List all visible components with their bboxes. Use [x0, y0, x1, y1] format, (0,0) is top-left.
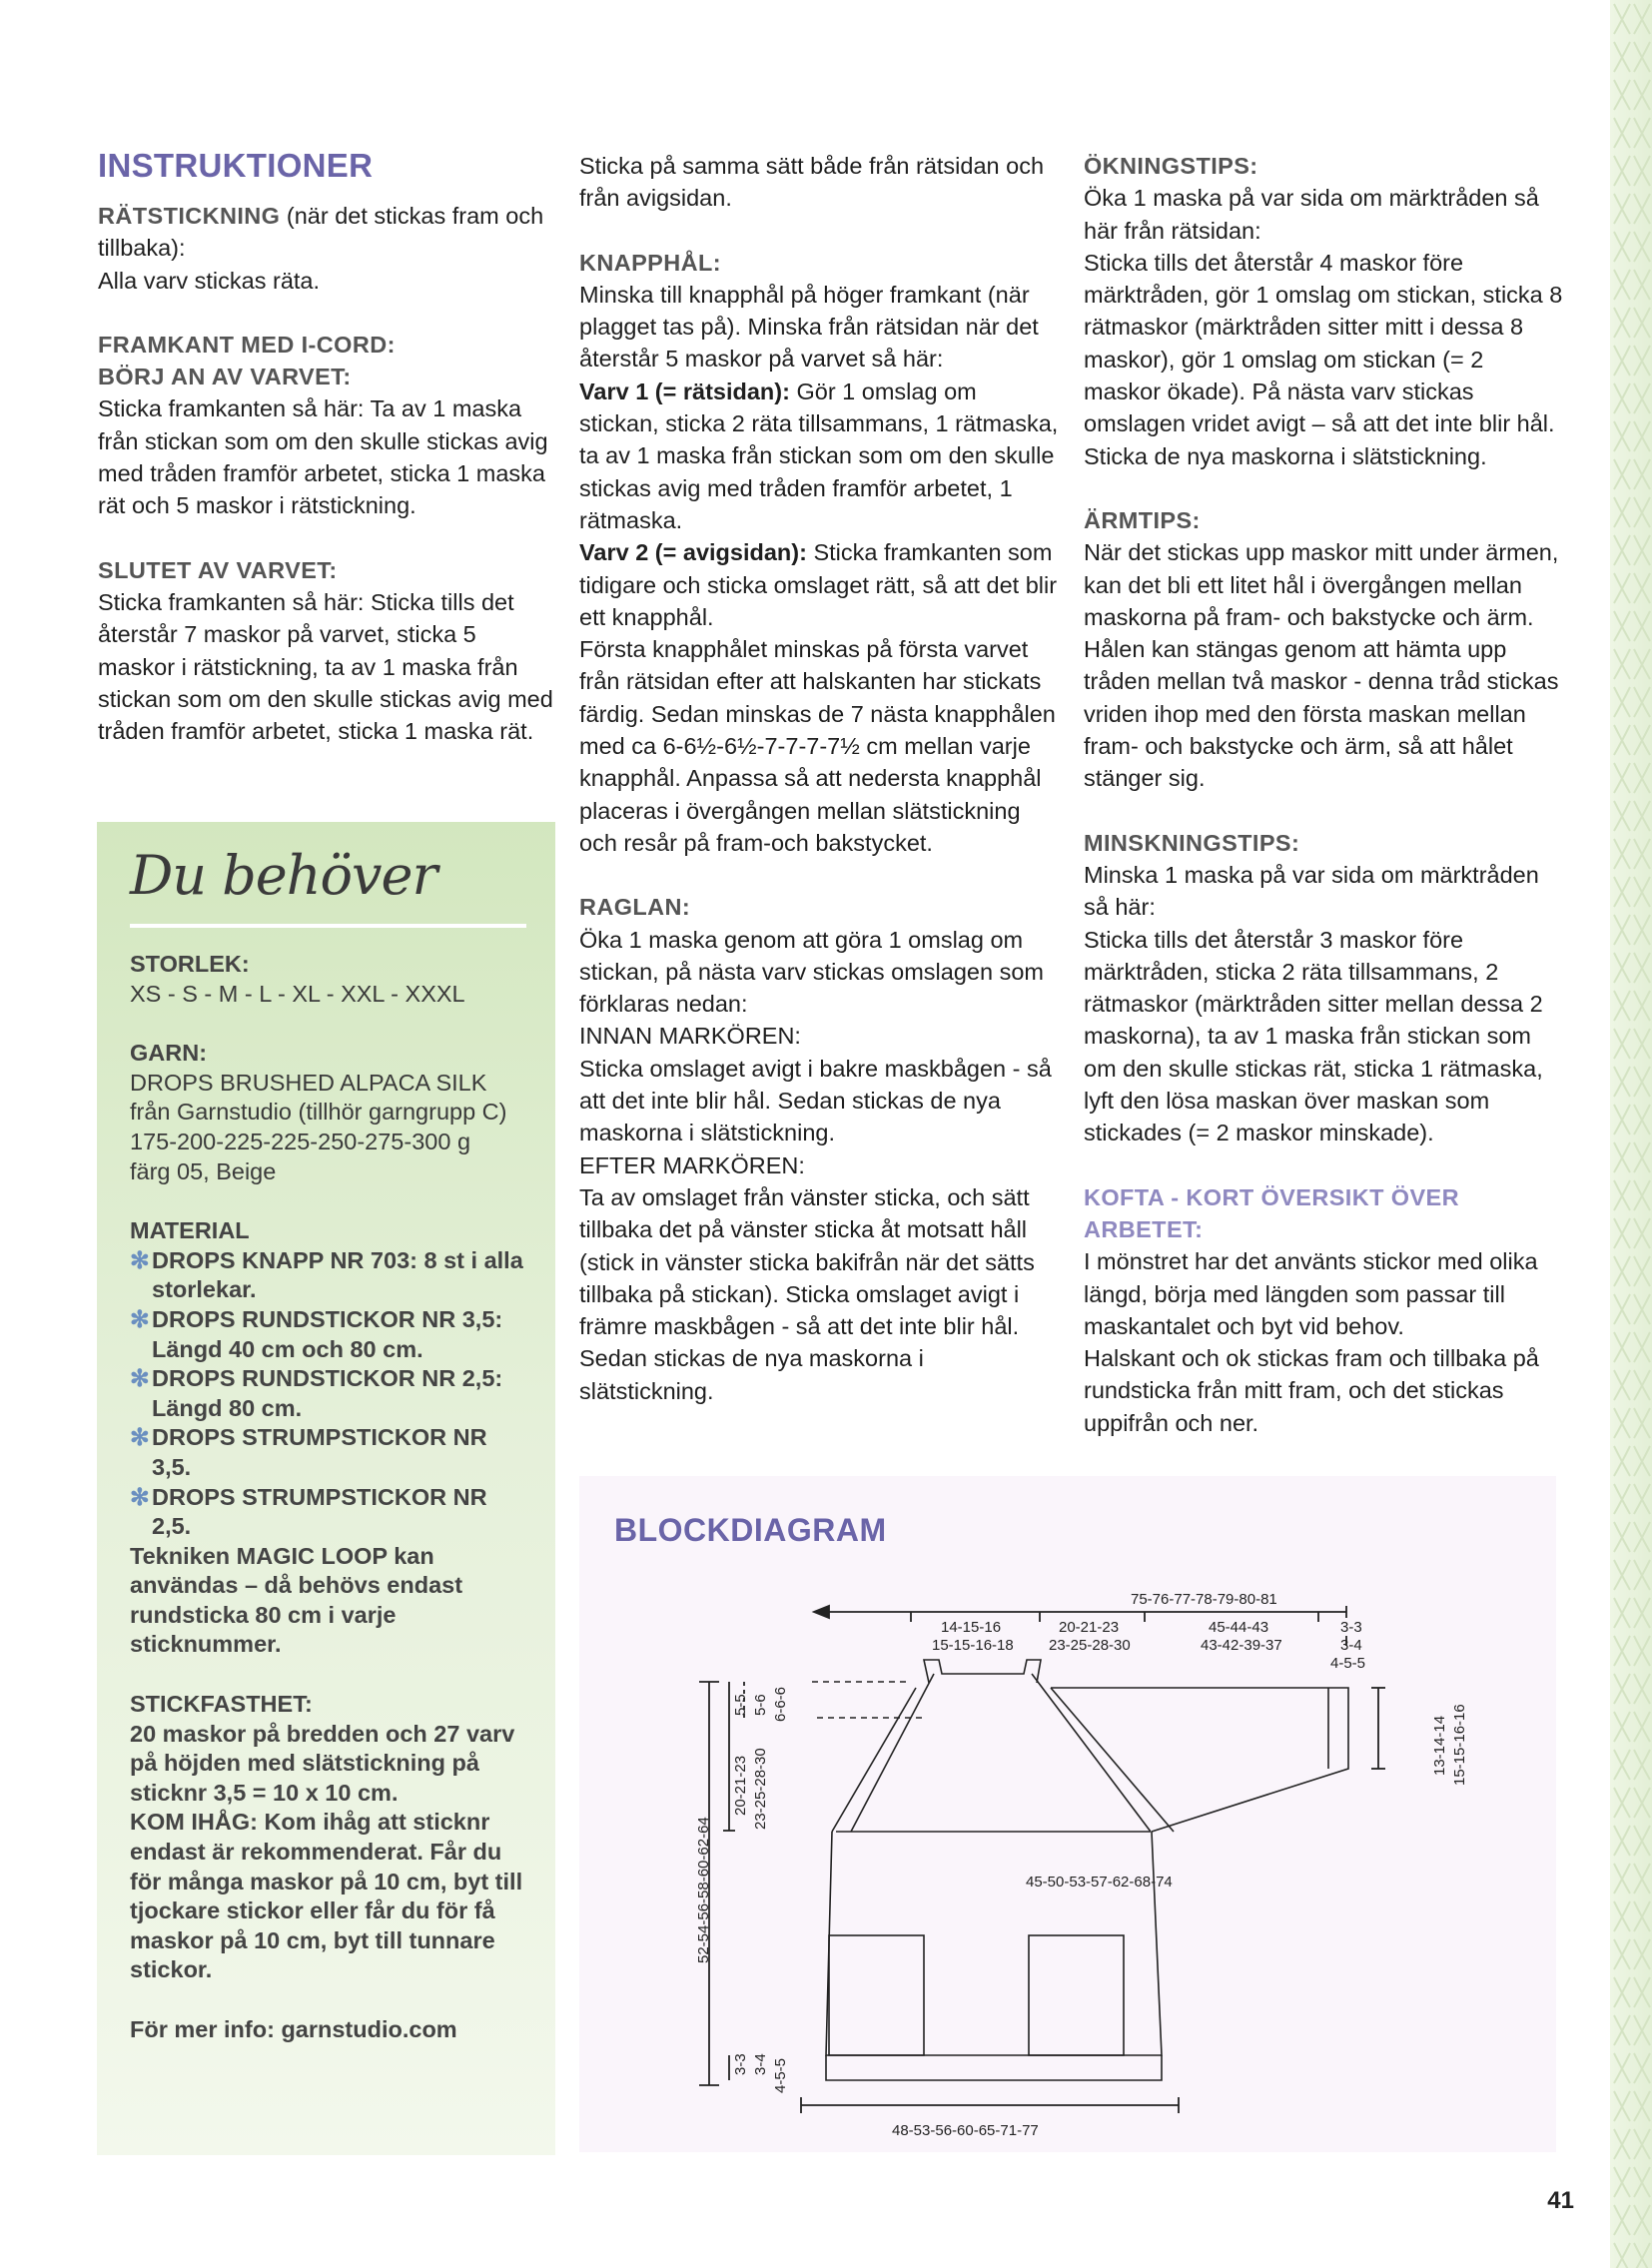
kom-ihag-text: KOM IHÅG: Kom ihåg att sticknr endast är rekommenderat. Får du för många maskor på 10 cm, byt till tjockare stickor eller får du för få maskor på 10 cm, byt till tunnare stickor.: [130, 1809, 523, 1983]
neck-height-label-1: 5-5: [732, 1694, 749, 1716]
ratsticking-label: RÄTSTICKNING: [98, 203, 281, 229]
stickfasthet-text: 20 maskor på bredden och 27 varv på höjden med slätstickning på sticknr 3,5 = 10 x 10 cm.: [130, 1720, 515, 1806]
more-info-link: För mer info: garnstudio.com: [130, 2016, 457, 2042]
yoke-height-label-1: 20-21-23: [732, 1755, 749, 1816]
snowflake-icon: ✻: [130, 1246, 150, 1273]
framkant-text: Sticka framkanten så här: Ta av 1 maska från stickan som om den skulle stickas avig med tråden framför arbetet, sticka 1 maska rät och 5 maskor i rätstickning.: [98, 395, 548, 519]
rib-height-label-2: 3-4: [752, 2053, 769, 2075]
snowflake-icon: ✻: [130, 1365, 150, 1392]
body-height-label: 52-54-56-58-60-62-64: [695, 1817, 712, 1963]
dimension-lines: [699, 1606, 1385, 2113]
neck-label-2: 15-15-16-18: [932, 1637, 1014, 1654]
varv1-paragraph: [579, 376, 1059, 536]
knapphal-text: Minska till knapphål på höger framkant (när plagget tas på). Minska från rätsidan när det återstår 5 maskor på varvet så här:: [579, 281, 1039, 373]
body-width-label: 45-50-53-57-62-68-74: [1026, 1874, 1173, 1890]
cuff-label-3: 4-5-5: [1330, 1655, 1366, 1672]
okning-heading: ÖKNINGSTIPS:: [1084, 153, 1258, 179]
arm-heading: ÄRMTIPS:: [1084, 506, 1201, 533]
column-3: [1084, 150, 1563, 1439]
ratsticking-suffix: (när det stickas fram och tillbaka):: [98, 203, 544, 262]
blockdiagram-figure: [579, 1476, 1556, 2152]
material-item: ✻ DROPS STRUMPSTICKOR NR 3,5.: [130, 1424, 487, 1480]
garn-line-3: färg 05, Beige: [130, 1157, 277, 1184]
rib-height-label-1: 3-3: [732, 2053, 749, 2075]
instructions-column: [98, 147, 557, 747]
minskning-heading: MINSKNINGSTIPS:: [1084, 829, 1300, 856]
varv2-paragraph: [579, 536, 1059, 633]
material-label: MATERIAL: [130, 1217, 250, 1244]
knapphal-text-2: Första knapphålet minskas på första varvet från rätsidan efter att halskanten har stickats färdig. Sedan minskas de 7 nästa knapphålen med ca 6-6½-6½-7-7-7-7½ cm mellan varje knapphål. Anpassa så att nedersta knapphål placeras i övergången mellan slätstickning och resår på fram-och bakstycket.: [579, 636, 1056, 856]
storlek-value: XS - S - M - L - XL - XXL - XXXL: [130, 980, 465, 1007]
materials-box: [97, 822, 555, 2155]
garn-line-2: 175-200-225-225-250-275-300 g: [130, 1128, 471, 1154]
materials-box-title: Du behöver: [130, 844, 437, 907]
ratsticking-text: Alla varv stickas räta.: [98, 267, 321, 294]
innan-label: INNAN MARKÖREN:: [579, 1023, 801, 1050]
garn-line-1: DROPS BRUSHED ALPACA SILK från Garnstudio (tillhör garngrupp C): [130, 1069, 507, 1126]
knapphal-heading: KNAPPHÅL:: [579, 249, 721, 276]
varv1-label: Varv 1 (= rätsidan):: [579, 378, 790, 404]
raglan-heading: RAGLAN:: [579, 894, 691, 921]
snowflake-icon: ✻: [130, 1424, 150, 1451]
garn-label: GARN:: [130, 1040, 208, 1067]
varv2-text: Sticka framkanten som tidigare och sticka omslaget rätt, så att det blir ett knapphål.: [579, 539, 1058, 630]
garment-outline: [812, 1660, 1348, 2080]
bottom-width-label: 48-53-56-60-65-71-77: [892, 2122, 1039, 2139]
borj-heading: BÖRJ AN AV VARVET:: [98, 364, 352, 390]
material-item: ✻ DROPS RUNDSTICKOR NR 3,5: Längd 40 cm och 80 cm.: [130, 1305, 503, 1362]
arm-text: När det stickas upp maskor mitt under ärmen, kan det bli ett litet hål i övergången mellan maskorna på fram- och bakstycke och ärm. Hålen kan stängas genom att hämta upp tråden mellan två maskor - denna tråd stickas vriden ihop med den första maskan mellan fram- och bakstycke och ärm, så att hålet stänger sig.: [1084, 539, 1559, 792]
slutet-text: Sticka framkanten så här: Sticka tills det återstår 7 maskor på varvet, sticka 5 maskor i rätstickning, ta av 1 maska från stickan som om den skulle stickas avig med tråden framför arbetet, sticka 1 maska rät.: [98, 588, 553, 745]
okning-text-1: Öka 1 maska på var sida om märktråden så här från rätsidan:: [1084, 185, 1539, 244]
snowflake-icon: ✻: [130, 1483, 150, 1510]
cuff-label-2: 3-4: [1340, 1637, 1362, 1654]
knit-pattern-graphic: [1610, 0, 1652, 2268]
intro-text: Sticka på samma sätt både från rätsidan och från avigsidan.: [579, 153, 1045, 212]
material-item: ✻ DROPS KNAPP NR 703: 8 st i alla storlekar.: [130, 1246, 523, 1303]
varv1-text: Gör 1 omslag om stickan, sticka 2 räta tillsammans, 1 rätmaska, ta av 1 maska från stickan som om den skulle stickas avig med tråden framför arbetet, 1 rätmaska.: [579, 378, 1059, 533]
efter-text: Ta av omslaget från vänster sticka, och sätt tillbaka det på vänster sticka åt motsatt håll (stick in vänster sticka bakifrån när det sätts tillbaka på stickan). Sticka omslaget avigt i främre maskbågen - så att det inte blir hål. Sedan stickas de nya maskorna i slätstickning.: [579, 1183, 1035, 1404]
sleeve-height-label-2: 15-15-16-16: [1451, 1704, 1468, 1786]
neck-height-label-3: 6-6-6: [772, 1686, 789, 1722]
neck-label-1: 14-15-16: [941, 1619, 1002, 1636]
cuff-label-1: 3-3: [1340, 1619, 1362, 1636]
material-item: ✻ DROPS STRUMPSTICKOR NR 2,5.: [130, 1483, 487, 1540]
material-item: ✻ DROPS RUNDSTICKOR NR 2,5: Längd 80 cm.: [130, 1365, 503, 1421]
rib-height-label-3: 4-5-5: [772, 2057, 789, 2093]
materials-content: [130, 950, 529, 2045]
blockdiagram-panel: [579, 1476, 1556, 2152]
column-2: [579, 150, 1059, 1407]
sleeve-label-2: 43-42-39-37: [1201, 1637, 1282, 1654]
kofta-text-1: I mönstret har det använts stickor med olika längd, börja med längden som passar till maskantalet och byt vid behov.: [1084, 1248, 1538, 1339]
ratsticking-paragraph: [98, 200, 557, 265]
dimension-labels: [695, 1591, 1468, 2139]
neck-height-label-2: 5-6: [752, 1694, 769, 1716]
decorative-knit-border: [1610, 0, 1652, 2268]
kofta-heading: KOFTA - KORT ÖVERSIKT ÖVER ARBETET:: [1084, 1183, 1459, 1242]
varv2-label: Varv 2 (= avigsidan):: [579, 539, 807, 566]
title-divider: [130, 924, 526, 928]
slutet-heading: SLUTET AV VARVET:: [98, 556, 338, 583]
sleeve-height-label-1: 13-14-14: [1431, 1715, 1448, 1776]
efter-label: EFTER MARKÖREN:: [579, 1151, 805, 1178]
okning-text-2: Sticka tills det återstår 4 maskor före märktråden, gör 1 omslag om stickan, sticka 8 rätmaskor (märktråden sitter mitt i dessa 8 maskor), gör 1 omslag om stickan (= 2 maskor ökade). På nästa varv stickas omslagen vridet avigt – så att det inte blir hål. Sticka de nya maskorna i slätstickning.: [1084, 249, 1563, 469]
diagram-title: BLOCKDIAGRAM: [614, 1512, 887, 1548]
yoke-label-1: 20-21-23: [1059, 1619, 1120, 1636]
top-width-label: 75-76-77-78-79-80-81: [1131, 1591, 1277, 1608]
snowflake-icon: ✻: [130, 1305, 150, 1332]
yoke-height-label-2: 23-25-28-30: [752, 1748, 769, 1830]
raglan-text: Öka 1 maska genom att göra 1 omslag om stickan, på nästa varv stickas omslagen som förklaras nedan:: [579, 926, 1044, 1018]
magic-loop-text: Tekniken MAGIC LOOP kan användas – då behövs endast rundsticka 80 cm i varje sticknummer.: [130, 1542, 463, 1658]
minskning-text-2: Sticka tills det återstår 3 maskor före märktråden, sticka 2 räta tillsammans, 2 rätmaskor (märktråden sitter mellan dessa 2 maskorna), ta av 1 maska från stickan som om den skulle stickas rät, sticka 1 rätmaska, lyft den lösa maskan över maskan som stickades (= 2 maskor minskade).: [1084, 926, 1543, 1146]
minskning-text-1: Minska 1 maska på var sida om märktråden så här:: [1084, 861, 1539, 921]
sleeve-label-1: 45-44-43: [1209, 1619, 1269, 1636]
page-number: 41: [1547, 2187, 1574, 2214]
framkant-heading: FRAMKANT MED I-CORD:: [98, 331, 396, 358]
yoke-label-2: 23-25-28-30: [1049, 1637, 1131, 1654]
kofta-text-2: Halskant och ok stickas fram och tillbaka på rundsticka från mitt fram, och det stickas uppifrån och ner.: [1084, 1345, 1539, 1436]
storlek-label: STORLEK:: [130, 951, 250, 977]
innan-text: Sticka omslaget avigt i bakre maskbågen - så att det inte blir hål. Sedan stickas de nya maskorna i slätstickning.: [579, 1055, 1052, 1146]
stickfasthet-label: STICKFASTHET:: [130, 1691, 313, 1718]
section-title: INSTRUKTIONER: [98, 147, 374, 184]
